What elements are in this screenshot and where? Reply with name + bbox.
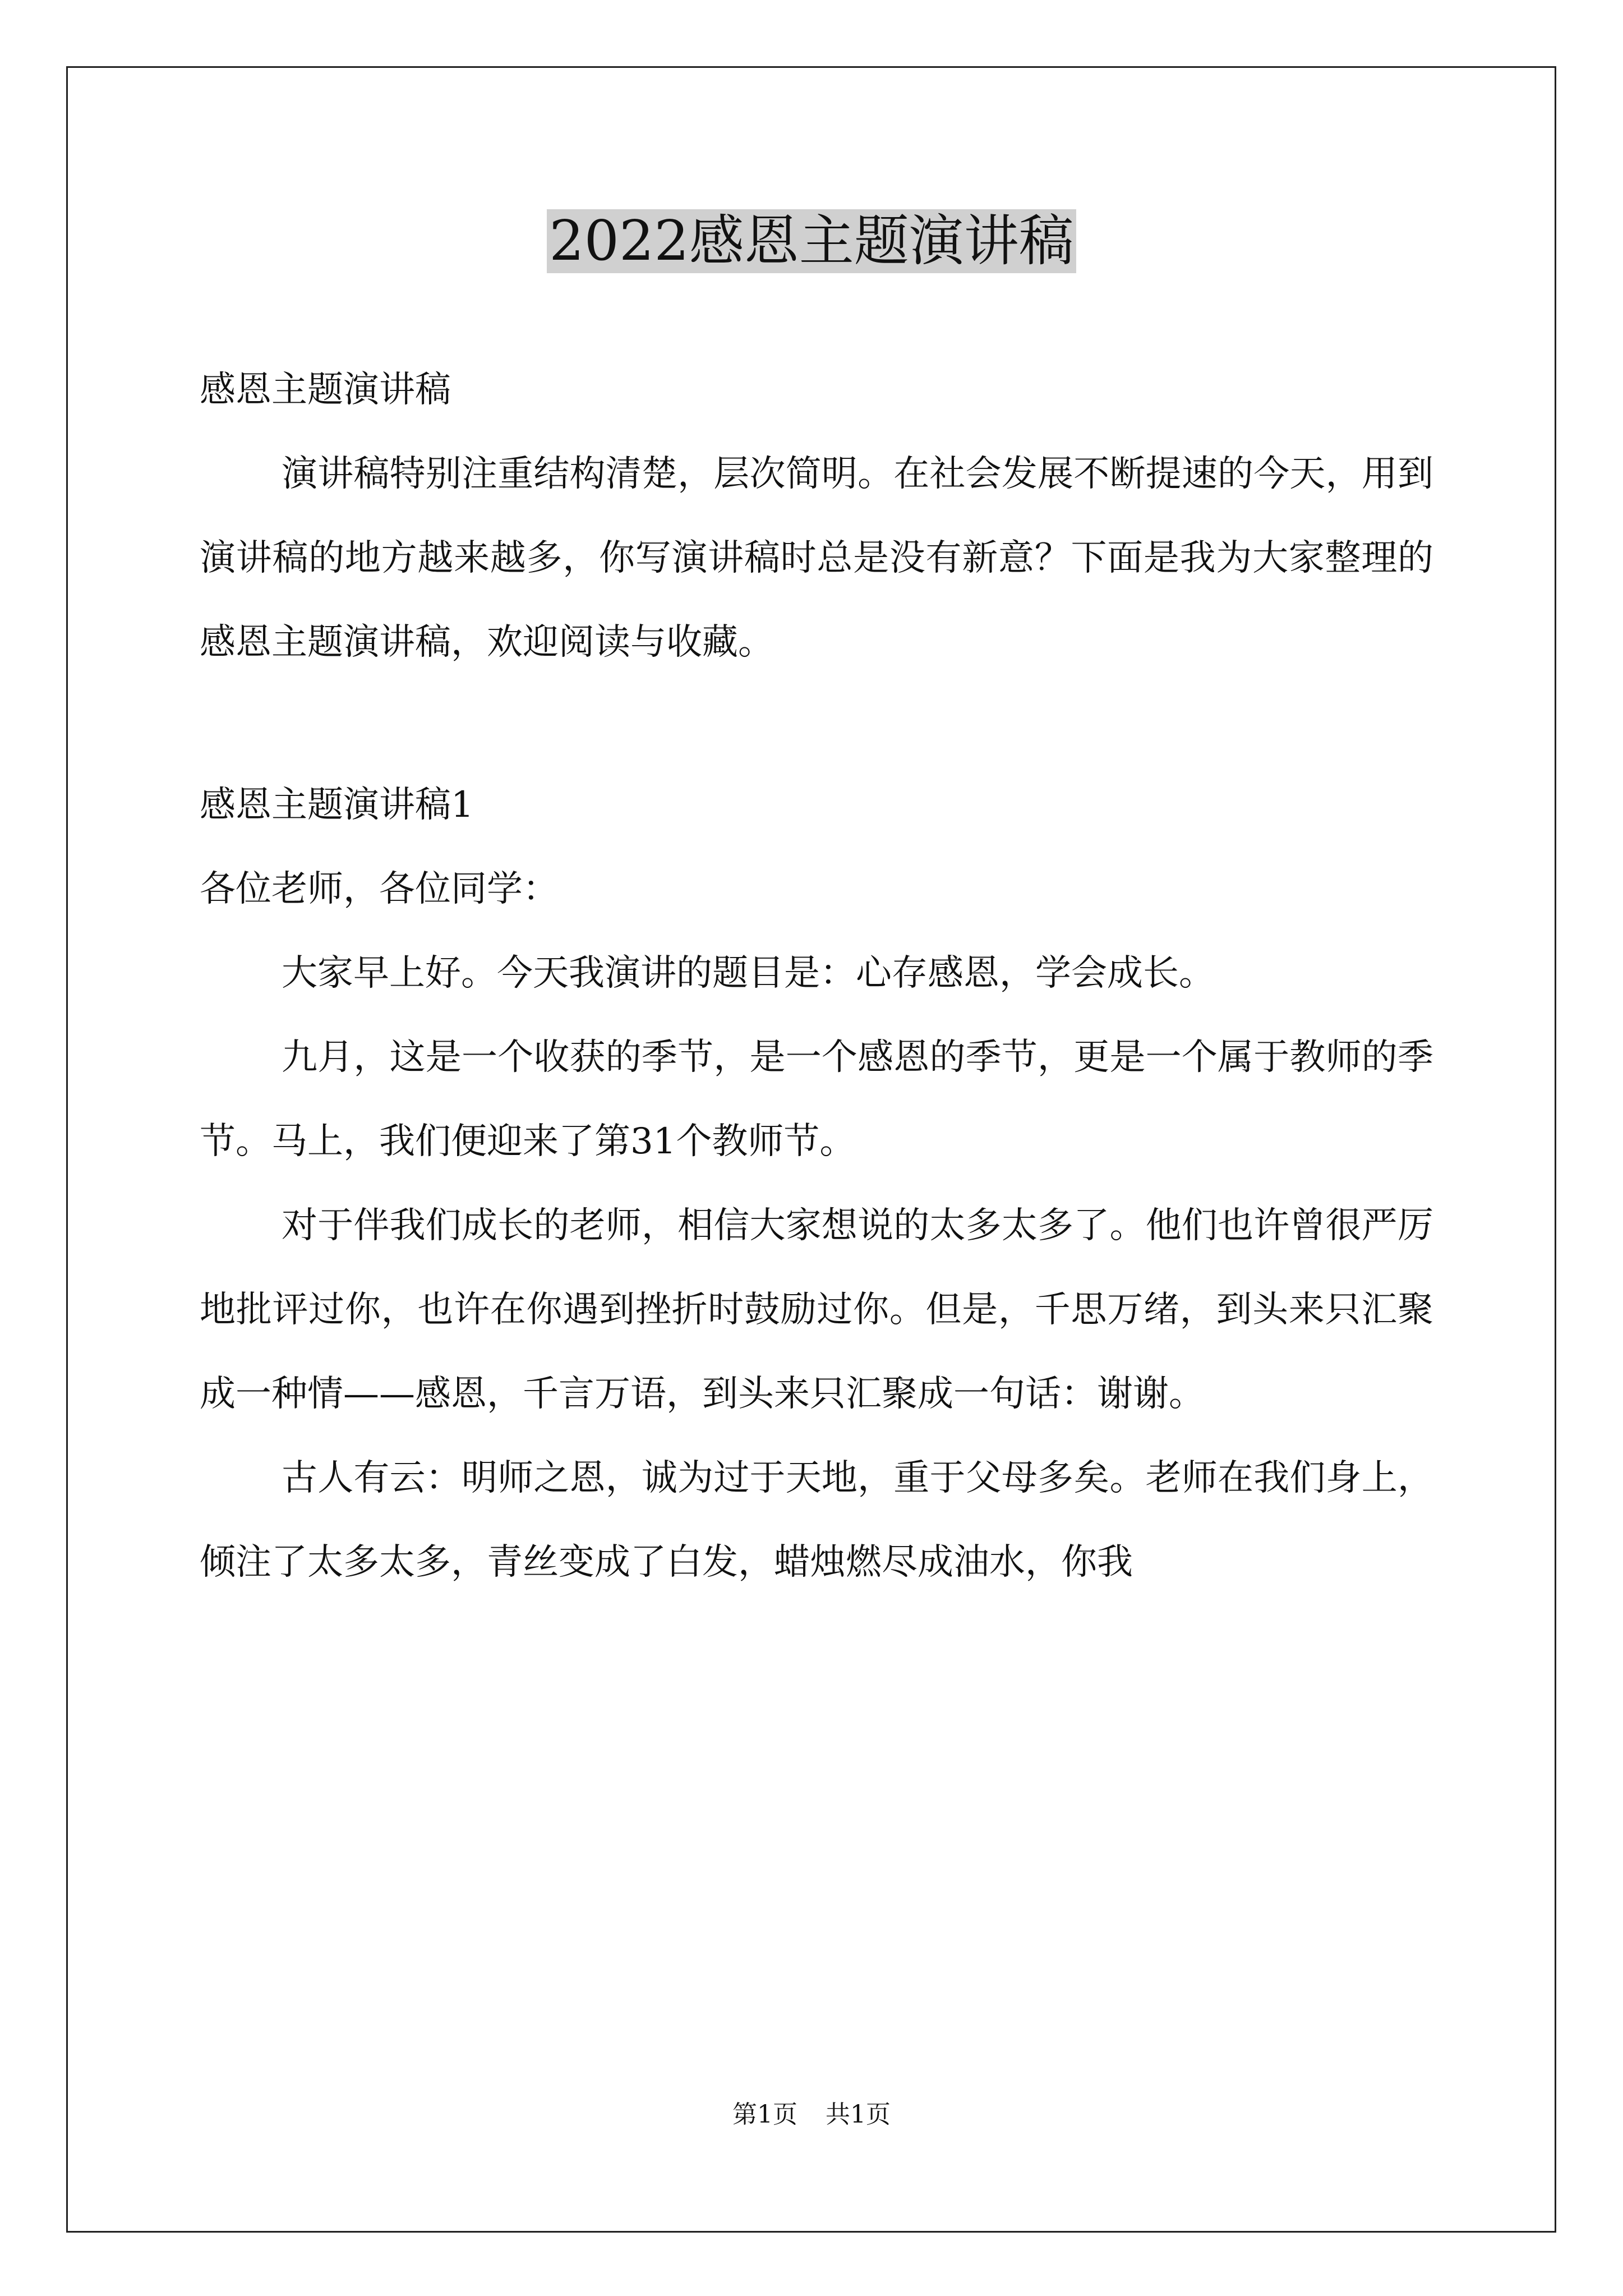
body-paragraph: 古人有云：明师之恩，诚为过于天地，重于父母多矣。老师在我们身上，倾注了太多太多，青丝变成了白发，蜡烛燃尽成油水，你我 — [200, 1457, 1433, 1583]
speech-heading: 感恩主题演讲稿1 — [200, 784, 474, 826]
section-heading: 感恩主题演讲稿 — [200, 369, 451, 411]
intro-paragraph: 演讲稿特别注重结构清楚，层次简明。在社会发展不断提速的今天，用到演讲稿的地方越来越多，你写演讲稿时总是没有新意？下面是我为大家整理的感恩主题演讲稿，欢迎阅读与收藏。 — [200, 453, 1433, 663]
salutation: 各位老师，各位同学： — [200, 868, 559, 910]
body-paragraph: 对于伴我们成长的老师，相信大家想说的太多太多了。他们也许曾很严厉地批评过你，也许在你遇到挫折时鼓励过你。但是，千思万绪，到头来只汇聚成一种情——感恩，千言万语，到头来只汇聚成一句话：谢谢。 — [200, 1205, 1433, 1415]
document-body — [200, 348, 1433, 1604]
body-paragraph: 大家早上好。今天我演讲的题目是：心存感恩，学会成长。 — [282, 953, 1215, 994]
page-footer — [0, 2098, 1623, 2132]
page-number: 第1页 — [732, 2100, 797, 2129]
body-paragraph: 九月，这是一个收获的季节，是一个感恩的季节，更是一个属于教师的季节。马上，我们便迎来了第31个教师节。 — [200, 1037, 1433, 1162]
document-title-text: 2022感恩主题演讲稿 — [547, 209, 1076, 273]
document-title — [0, 205, 1623, 278]
page-total: 共1页 — [826, 2100, 891, 2129]
